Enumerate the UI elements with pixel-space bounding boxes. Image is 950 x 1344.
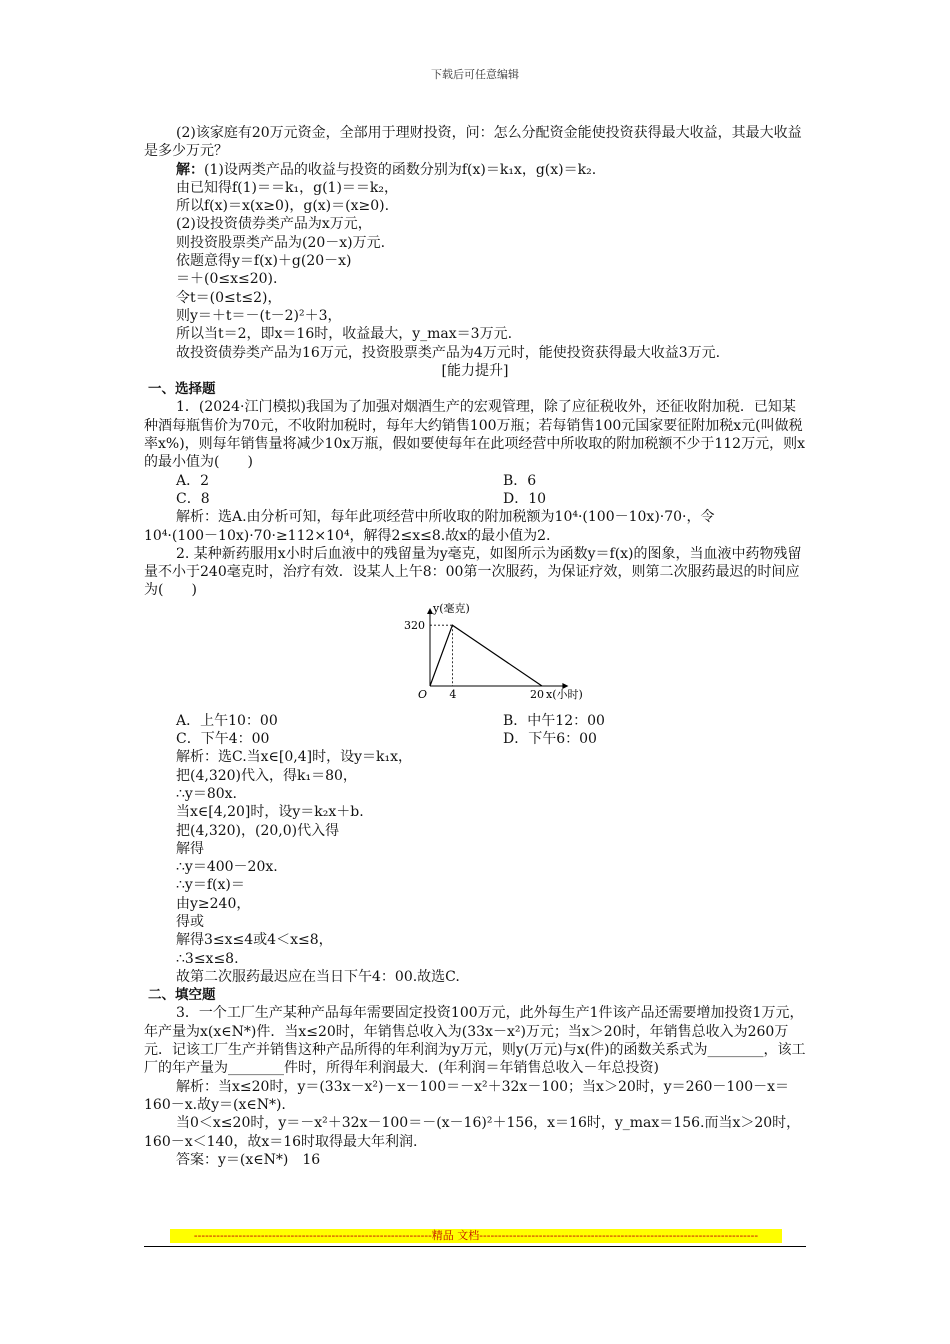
- q2-analysis-line-11: 解得3≤x≤4或4＜x≤8，: [176, 932, 333, 949]
- q2-analysis-line-6: 解得: [176, 840, 204, 857]
- q2-option-d: D．下午6：00: [503, 731, 597, 748]
- q2-analysis: [144, 748, 806, 986]
- q2-analysis-line-2: 把(4,320)代入，得k₁＝80，: [176, 767, 357, 784]
- q1-options-row-1: [144, 472, 806, 490]
- q2-options-row-1: [144, 712, 806, 730]
- chart-svg: [392, 602, 592, 706]
- q2-analysis-line-3: ∴y＝80x.: [176, 785, 237, 802]
- q2-options-row-2: [144, 730, 806, 748]
- solution-line-8: 令t＝(0≤t≤2)，: [176, 289, 282, 306]
- q1-analysis-2: 10⁴·(100－10x)·70·≥112×10⁴，解得2≤x≤8.故x的最小值为2.: [144, 527, 551, 544]
- q2-analysis-line-8: ∴y＝f(x)＝: [176, 877, 245, 894]
- solution-line-3: 所以f(x)＝x(x≥0)，g(x)＝(x≥0).: [176, 198, 390, 215]
- solution-line-11: 故投资债券类产品为16万元，投资股票类产品为4万元时，能使投资获得最大收益3万元.: [176, 344, 721, 361]
- footer-banner: ----------------------------------------------------------------精品 文档---------------------------------------------------------------------------: [170, 1229, 782, 1243]
- q2-analysis-line-5: 把(4,320)，(20,0)代入得: [176, 822, 340, 839]
- x-tick-label-4: 4: [449, 687, 457, 701]
- q1-option-a: A．2: [176, 472, 210, 489]
- solution-line-9: 则y＝＋t＝－(t－2)²＋3，: [176, 307, 342, 324]
- q1-option-c: C．8: [176, 490, 210, 507]
- q2-option-b: B．中午12：00: [503, 712, 605, 729]
- q2-analysis-line-7: ∴y＝400－20x.: [176, 859, 278, 876]
- residue-series-line: [430, 625, 542, 686]
- footer-divider: [144, 1246, 806, 1247]
- q1-analysis-1: 解析：选A.由分析可知，每年此项经营中所收取的附加税额为10⁴·(100－10x)·70·，令: [176, 509, 715, 526]
- section-choice: 一、选择题: [148, 381, 216, 398]
- question-part-2: (2)该家庭有20万元资金，全部用于理财投资，问：怎么分配资金能使投资获得最大收益，其最大收益是多少万元？: [144, 125, 802, 160]
- x-tick-label-20: 20: [530, 687, 544, 701]
- q2-analysis-line-12: ∴3≤x≤8.: [176, 950, 239, 967]
- q3-analysis-2: 当0＜x≤20时，y＝－x²＋32x－100＝－(x－16)²＋156，x＝16时，y_max＝156.而当x＞20时，160－x＜140，故x＝16时取得最大年利润.: [144, 1115, 801, 1150]
- page-header: 下载后可任意编辑: [431, 68, 519, 81]
- q2-analysis-line-4: 当x∈[4,20]时，设y＝k₂x＋b.: [176, 804, 364, 821]
- y-axis-label: y(毫克): [433, 601, 470, 615]
- section-ability: [能力提升]: [441, 362, 509, 379]
- q2-analysis-line-9: 由y≥240，: [176, 895, 251, 912]
- q1-option-d: D．10: [503, 490, 547, 507]
- solution-line-2: 由已知得f(1)＝＝k₁，g(1)＝＝k₂，: [176, 179, 398, 196]
- solution-line-10: 所以当t＝2，即x＝16时，收益最大，y_max＝3万元.: [176, 326, 513, 343]
- q2-analysis-line-1: 解析：选C.当x∈[0,4]时，设y＝k₁x，: [176, 749, 413, 766]
- q3-analysis-1: 解析：当x≤20时，y＝(33x－x²)－x－100＝－x²＋32x－100；当x＞20时，y＝260－100－x＝160－x.故y＝(x∈N*).: [144, 1078, 790, 1113]
- q3-answer: 答案：y＝(x∈N*) 16: [176, 1151, 321, 1168]
- origin-label: O: [418, 687, 428, 701]
- x-axis-label: x(小时): [546, 687, 583, 701]
- section-fill: 二、填空题: [148, 987, 216, 1004]
- q2-option-a: A．上午10：00: [176, 712, 278, 729]
- question-2: 2. 某种新药服用x小时后血液中的残留量为y毫克，如图所示为函数y＝f(x)的图象，当血液中药物残留量不小于240毫克时，治疗有效．设某人上午8：00第一次服药，为保证疗效，则第二次服药最迟的时间应为( ): [144, 545, 802, 599]
- document-body: [144, 124, 806, 1169]
- drug-residue-chart: [144, 602, 806, 708]
- solution-line-7: ＝＋(0≤x≤20).: [176, 271, 278, 288]
- solution-label: 解：: [176, 161, 204, 178]
- question-3: 3．一个工厂生产某种产品每年需要固定投资100万元，此外每生产1件该产品还需要增加投资1万元，年产量为x(x∈N*)件．当x≤20时，年销售总收入为(33x－x²)万元；当x＞20时，年销售总收入为260万元．记该工厂生产并销售这种产品所得的年利润为y万元，则y(万元)与x(件)的函数关系式为________，该工厂的年产量为________件时，所得年利润最大．(年利润＝年销售总收入－年总投资): [144, 1005, 806, 1077]
- y-tick-label-320: 320: [404, 618, 425, 632]
- q2-analysis-line-10: 得或: [176, 913, 204, 930]
- question-1: 1．(2024·江门模拟)我国为了加强对烟酒生产的宏观管理，除了应征税收外，还征收附加税．已知某种酒每瓶售价为70元，不收附加税时，每年大约销售100万瓶；若每销售100元国家要征附加税x元(叫做税率x%)，则每年销售量将减少10x万瓶，假如要使每年在此项经营中所收取的附加税额不少于112万元，则x的最小值为( ): [144, 399, 805, 471]
- q2-analysis-line-13: 故第二次服药最迟应在当日下午4：00.故选C.: [176, 968, 460, 985]
- solution-text-1: (1)设两类产品的收益与投资的函数分别为f(x)＝k₁x，g(x)＝k₂.: [204, 161, 597, 178]
- q2-option-c: C．下午4：00: [176, 731, 270, 748]
- solution-line-5: 则投资股票类产品为(20－x)万元.: [176, 234, 386, 251]
- solution-line-6: 依题意得y＝f(x)＋g(20－x): [176, 253, 352, 270]
- solution-line-4: (2)设投资债券类产品为x万元，: [176, 216, 372, 233]
- q1-option-b: B．6: [503, 472, 537, 489]
- solution-line-1: [144, 161, 806, 179]
- q1-options-row-2: [144, 490, 806, 508]
